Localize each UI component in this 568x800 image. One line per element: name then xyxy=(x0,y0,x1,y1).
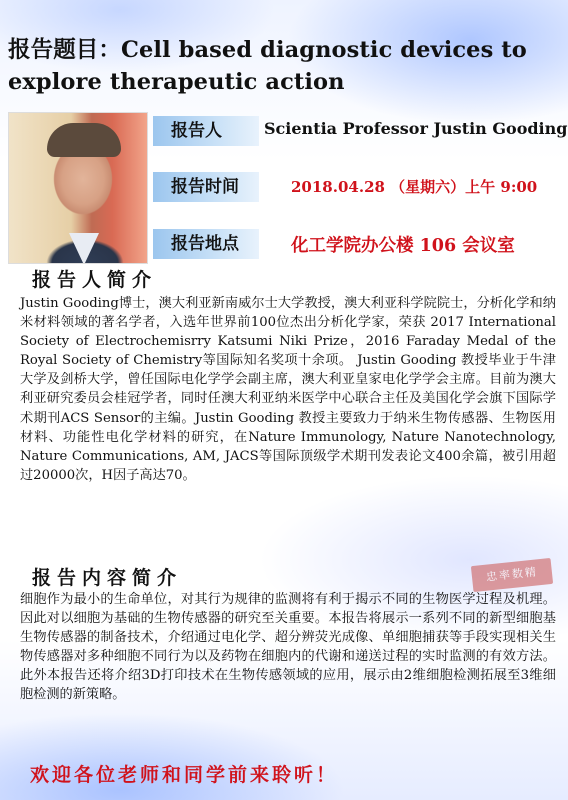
report-title: 报告题目：Cell based diagnostic devices to explore therapeutic action xyxy=(8,37,527,95)
speaker-photo-hair xyxy=(47,123,121,157)
location-value: 化工学院办公楼 106 会议室 xyxy=(291,236,515,256)
bio-heading: 报告人简介 xyxy=(32,269,158,291)
location-label: 报告地点 xyxy=(153,229,259,259)
abstract-heading: 报告内容简介 xyxy=(32,567,183,589)
decorative-stamp: 忠率数精 xyxy=(471,558,553,592)
time-label: 报告时间 xyxy=(153,172,259,202)
welcome-banner: 欢迎各位老师和同学前来聆听！ xyxy=(30,764,339,786)
speaker-label: 报告人 xyxy=(153,116,259,146)
speaker-photo-collar xyxy=(69,233,99,264)
abstract-text: 细胞作为最小的生命单位，对其行为规律的监测将有利于揭示不同的生物医学过程及机理。因此对以细胞为基础的生物传感器的研究至关重要。本报告将展示一系列不同的新型细胞基生物传感器的制备技术，介绍通过电化学、超分辨荧光成像、单细胞捕获等手段实现相关生物传感器对多种细胞不同行为以及药物在细胞内的代谢和递送过程的实时监测的有效方法。此外本报告还将介绍3D打印技术在生物传感领域的应用，展示由2维细胞检测拓展至3维细胞检测的新策略。 xyxy=(20,592,556,703)
speaker-photo xyxy=(8,112,148,264)
time-value: 2018.04.28 （星期六）上午 9:00 xyxy=(291,178,538,196)
bio-text: Justin Gooding博士，澳大利亚新南威尔士大学教授，澳大利亚科学院院士，分析化学和纳米材料领域的著名学者，入选年世界前100位杰出分析化学家，荣获 2017 International Society of Electrochemisrry Katsumi Niki Prize，2016 Faraday Medal of the Royal Society of Chemistry等国际知名奖项十余项。 Justin Gooding 教授毕业于牛津大学及剑桥大学，曾任国际电化学学会副主席，澳大利亚皇家电化学学会主席。目前为澳大利亚研究委员会桂冠学者，同时任澳大利亚纳米医学中心联合主任及美国化学会旗下国际学术期刊ACS Sensor的主编。Justin Gooding 教授主要致力于纳米生物传感器、生物医用材料、功能性电化学材料的研究，在Nature Immunology, Nature Nanotechnology, Nature Communications, AM, JACS等国际顶级学术期刊发表论文400余篇，被引用超过20000次，H因子高达70。 xyxy=(20,296,556,483)
speaker-name: Scientia Professor Justin Gooding xyxy=(264,119,568,138)
